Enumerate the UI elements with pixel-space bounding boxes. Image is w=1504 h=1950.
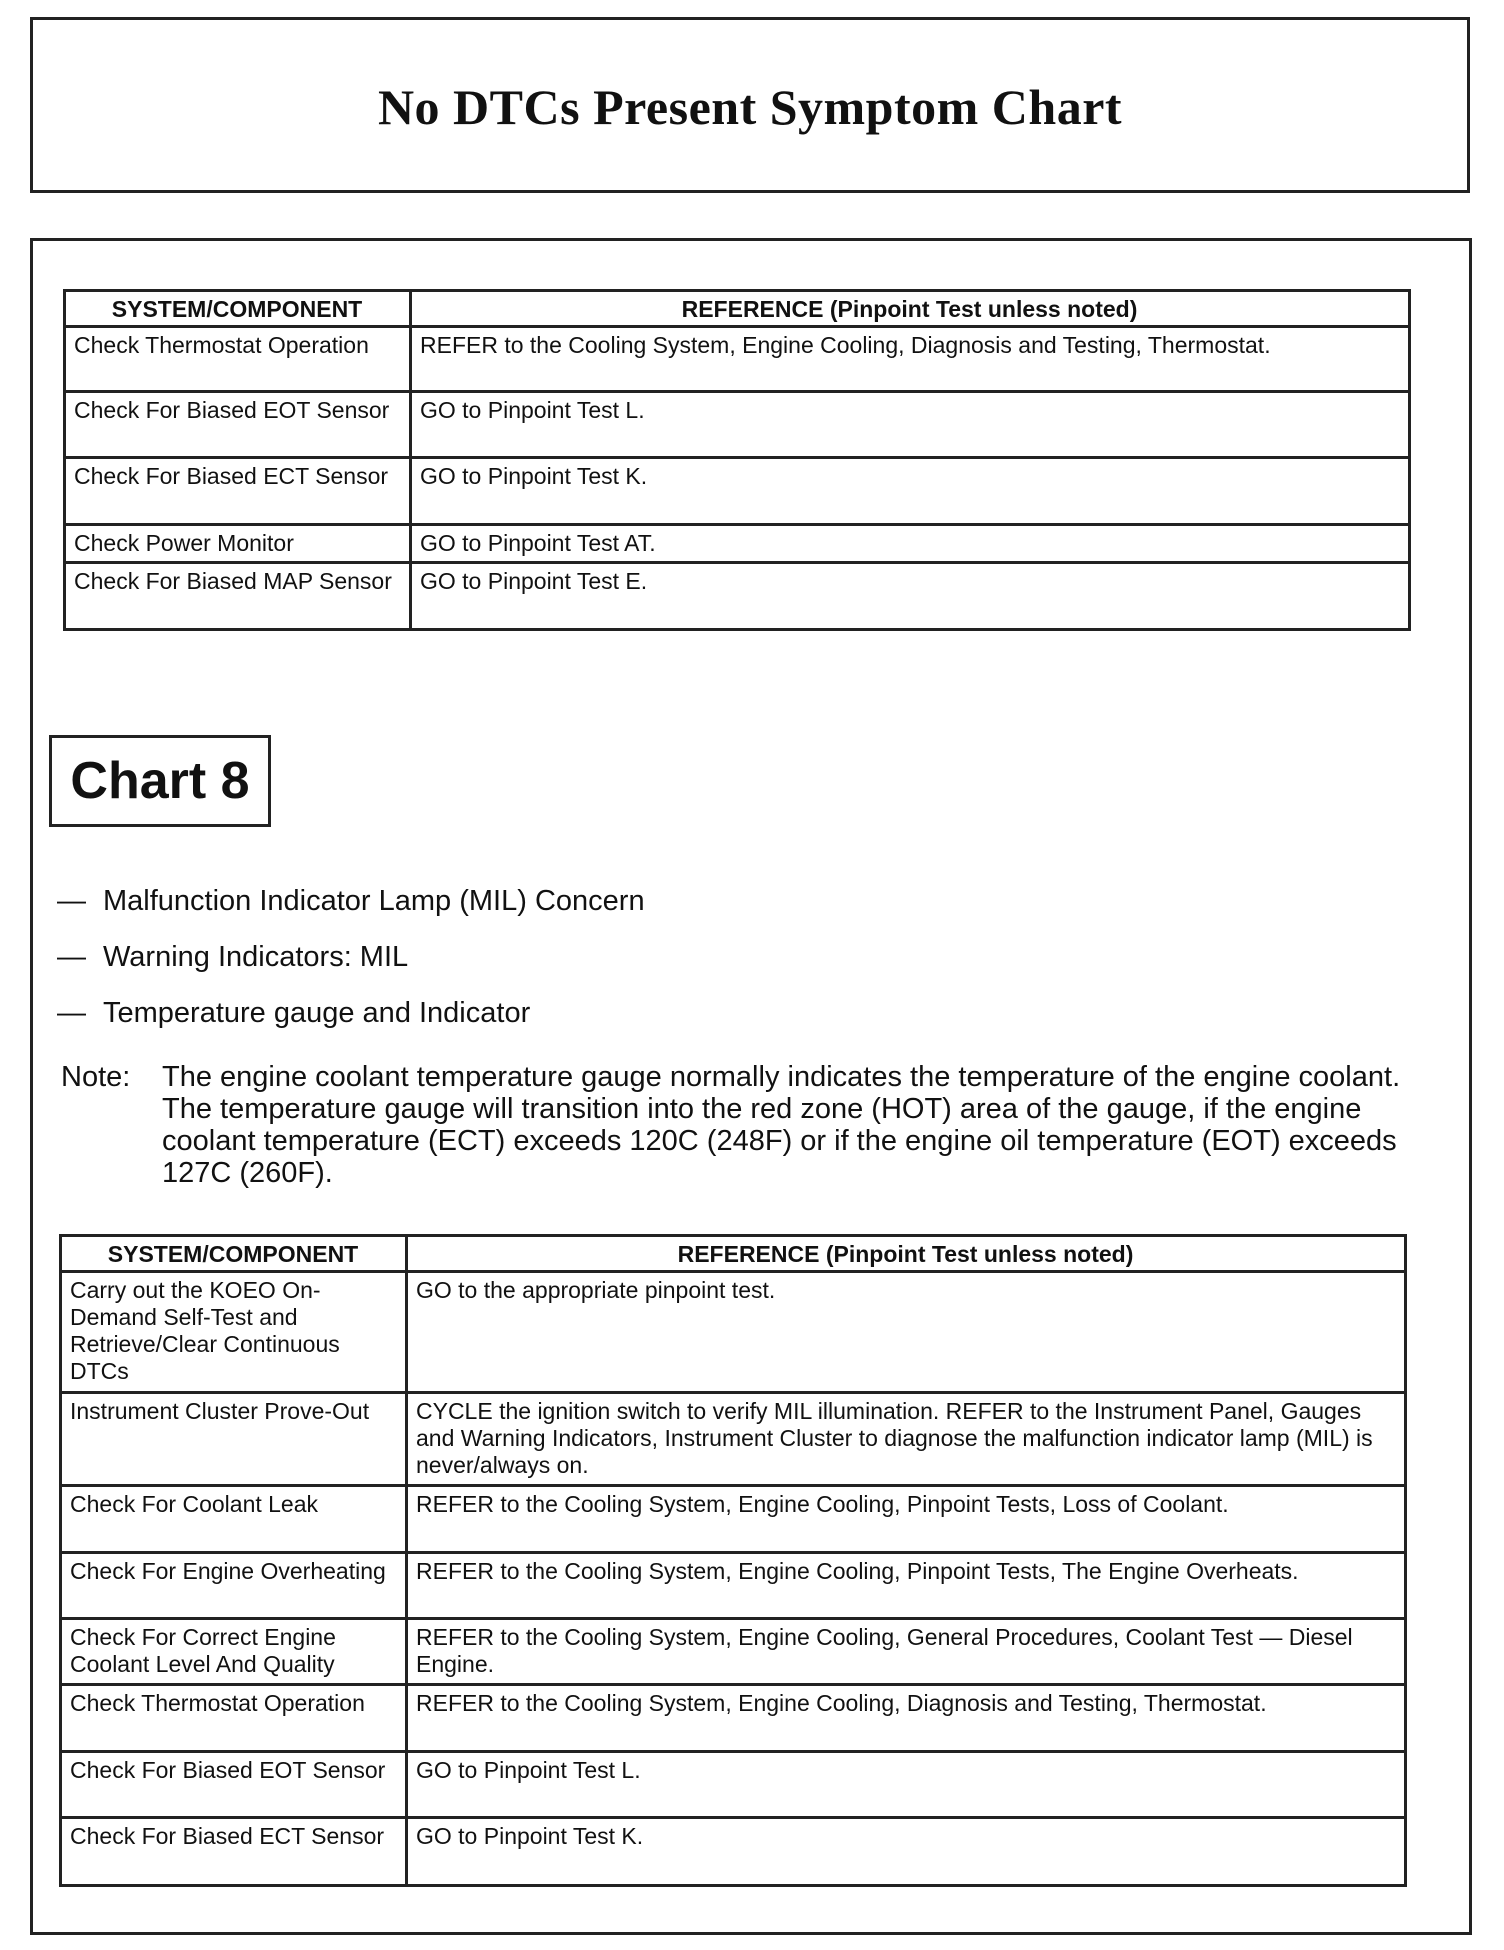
reference-cell: GO to Pinpoint Test L. — [411, 392, 1410, 458]
table-row — [61, 1486, 1406, 1553]
symptom-table-2 — [59, 1234, 1407, 1887]
reference-cell: REFER to the Cooling System, Engine Cooling, Diagnosis and Testing, Thermostat. — [411, 327, 1410, 392]
reference-cell: GO to the appropriate pinpoint test. — [407, 1272, 1406, 1393]
reference-cell: GO to Pinpoint Test K. — [407, 1818, 1406, 1886]
main-content-box — [30, 238, 1472, 1935]
reference-cell: REFER to the Cooling System, Engine Cooling, Pinpoint Tests, Loss of Coolant. — [407, 1486, 1406, 1553]
table-row — [61, 1752, 1406, 1818]
table-row — [61, 1393, 1406, 1486]
table-row — [61, 1553, 1406, 1619]
table-row — [65, 525, 1410, 563]
column-header-component: SYSTEM/COMPONENT — [65, 291, 411, 327]
column-header-component: SYSTEM/COMPONENT — [61, 1236, 407, 1272]
component-cell: Check For Biased ECT Sensor — [61, 1818, 407, 1886]
symptom-table-1 — [63, 289, 1411, 631]
table-row — [65, 458, 1410, 525]
reference-cell: GO to Pinpoint Test K. — [411, 458, 1410, 525]
component-cell: Instrument Cluster Prove-Out — [61, 1393, 407, 1486]
page-title: No DTCs Present Symptom Chart — [377, 79, 1123, 135]
component-cell: Check For Biased EOT Sensor — [65, 392, 411, 458]
note-text: The engine coolant temperature gauge normally indicates the temperature of the engine coolant. The temperature gauge will transition into the red zone (HOT) area of the gauge, if the engine coolant temperature (ECT) exceeds 120C (248F) or if the engine oil temperature (EOT) exceeds 127C (260F). — [162, 1061, 1401, 1189]
reference-cell: REFER to the Cooling System, Engine Cooling, General Procedures, Coolant Test — Diesel Engine. — [407, 1619, 1406, 1685]
table-header-row — [65, 291, 1410, 327]
table-row — [65, 327, 1410, 392]
chart-label: Chart 8 — [49, 735, 271, 827]
note-label: Note: — [61, 1061, 131, 1093]
dash-bullet: — — [57, 941, 86, 973]
list-item-text: Temperature gauge and Indicator — [103, 997, 531, 1029]
component-cell: Check For Coolant Leak — [61, 1486, 407, 1553]
list-item — [57, 881, 645, 937]
component-cell: Check Thermostat Operation — [61, 1685, 407, 1752]
table-row — [61, 1685, 1406, 1752]
reference-cell: REFER to the Cooling System, Engine Cooling, Pinpoint Tests, The Engine Overheats. — [407, 1553, 1406, 1619]
component-cell: Carry out the KOEO On-Demand Self-Test and Retrieve/Clear Continuous DTCs — [61, 1272, 407, 1393]
reference-cell: GO to Pinpoint Test AT. — [411, 525, 1410, 563]
component-cell: Check For Engine Overheating — [61, 1553, 407, 1619]
table-row — [61, 1818, 1406, 1886]
list-item-text: Malfunction Indicator Lamp (MIL) Concern — [103, 885, 645, 917]
reference-cell: REFER to the Cooling System, Engine Cooling, Diagnosis and Testing, Thermostat. — [407, 1685, 1406, 1752]
list-item — [57, 937, 645, 993]
table-row — [65, 392, 1410, 458]
list-item-text: Warning Indicators: MIL — [103, 941, 409, 973]
table-row — [61, 1272, 1406, 1393]
column-header-reference: REFERENCE (Pinpoint Test unless noted) — [411, 291, 1410, 327]
column-header-reference: REFERENCE (Pinpoint Test unless noted) — [407, 1236, 1406, 1272]
reference-cell: CYCLE the ignition switch to verify MIL illumination. REFER to the Instrument Panel, Gauges and Warning Indicators, Instrument Cluster to diagnose the malfunction indicator lamp (MIL) is never/always on. — [407, 1393, 1406, 1486]
component-cell: Check For Correct Engine Coolant Level And Quality — [61, 1619, 407, 1685]
component-cell: Check For Biased EOT Sensor — [61, 1752, 407, 1818]
title-box — [30, 17, 1470, 193]
component-cell: Check Thermostat Operation — [65, 327, 411, 392]
component-cell: Check Power Monitor — [65, 525, 411, 563]
note-block — [61, 1061, 1451, 1189]
reference-cell: GO to Pinpoint Test L. — [407, 1752, 1406, 1818]
component-cell: Check For Biased ECT Sensor — [65, 458, 411, 525]
table-row — [61, 1619, 1406, 1685]
component-cell: Check For Biased MAP Sensor — [65, 563, 411, 630]
table-row — [65, 563, 1410, 630]
dash-bullet: — — [57, 997, 86, 1029]
symptom-list — [57, 881, 645, 1049]
list-item — [57, 993, 645, 1049]
reference-cell: GO to Pinpoint Test E. — [411, 563, 1410, 630]
table-header-row — [61, 1236, 1406, 1272]
dash-bullet: — — [57, 885, 86, 917]
